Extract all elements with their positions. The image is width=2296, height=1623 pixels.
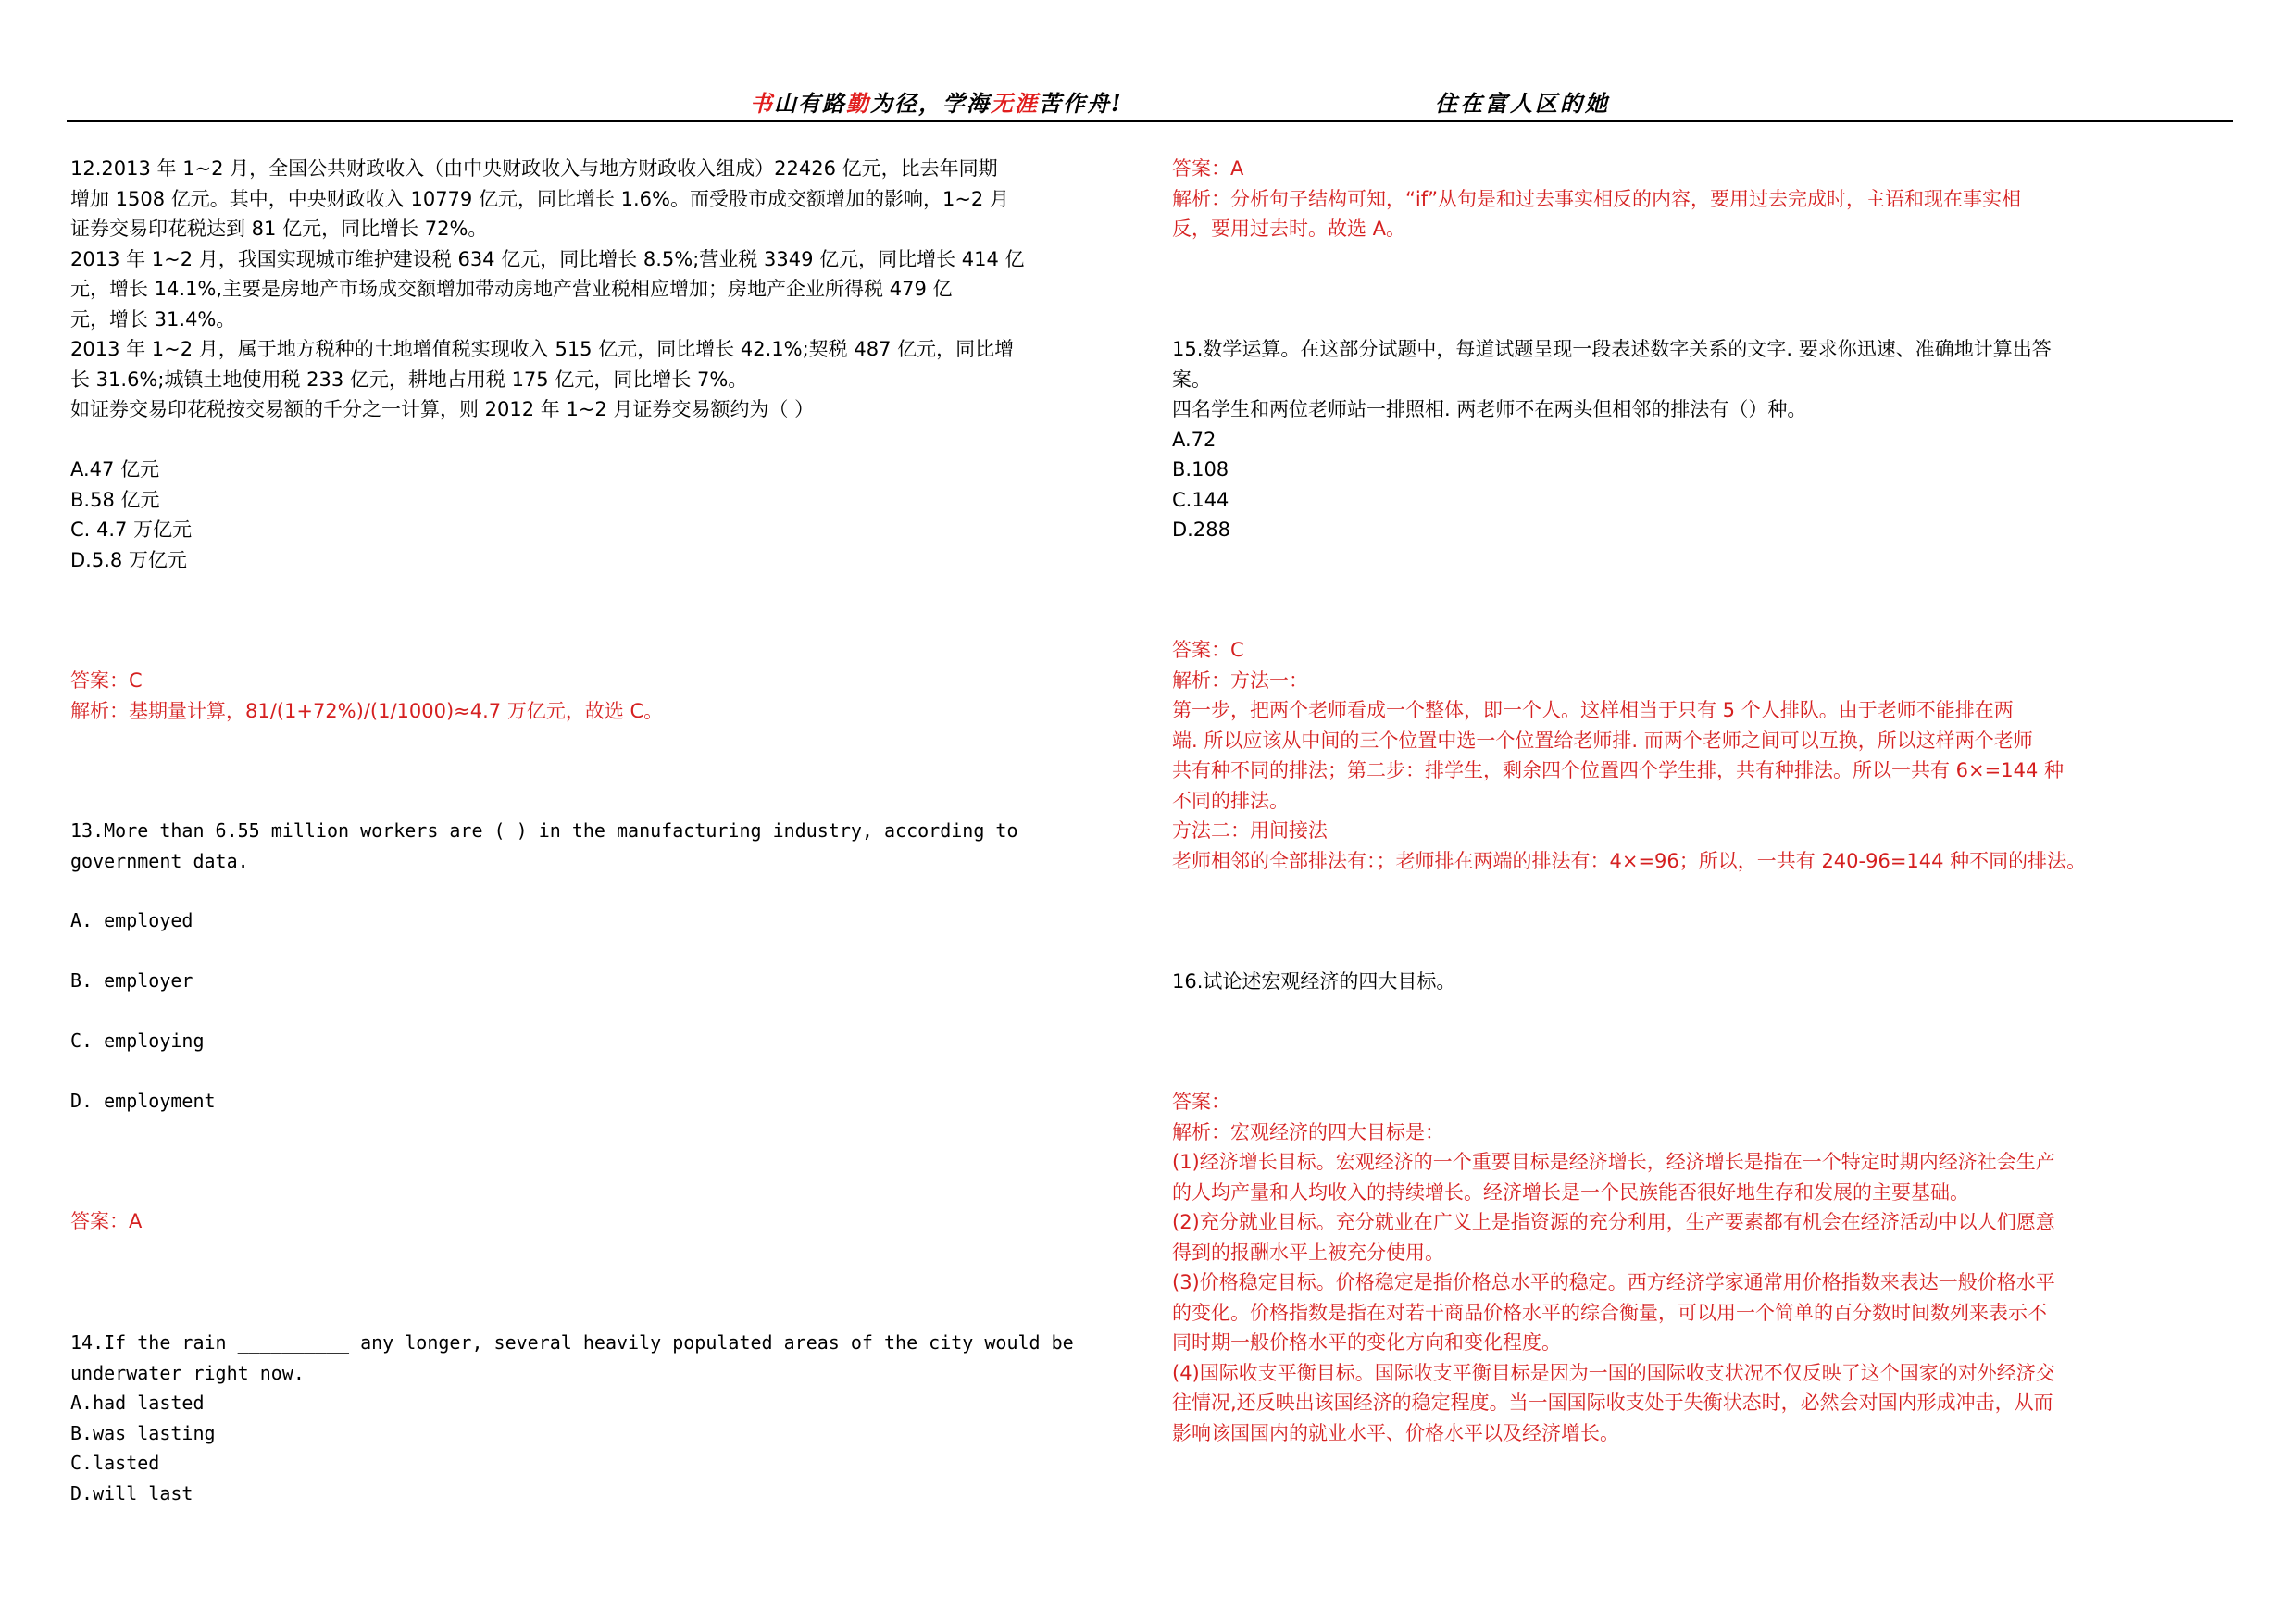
analysis-text: (2)充分就业目标。充分就业在广义上是指资源的充分利用，生产要素都有机会在经济活动中以人们愿意 [1172, 1211, 2055, 1233]
question-14 [70, 1328, 1135, 1508]
option-c: C. employing [70, 1030, 205, 1052]
question-stem-line: 12.2013 年 1~2 月，全国公共财政收入（由中央财政收入与地方财政收入组成）22426 亿元，比去年同期 [70, 157, 998, 180]
question-16 [1172, 967, 2237, 997]
question-13-option-c [70, 1026, 1135, 1056]
question-stem-line: 13.More than 6.55 million workers are ( ) in the manufacturing industry, according to [70, 819, 1018, 842]
analysis-text: 解析：宏观经济的四大目标是： [1172, 1120, 1444, 1143]
analysis-text: 影响该国国内的就业水平、价格水平以及经济增长。 [1172, 1421, 1619, 1444]
question-15 [1172, 334, 2237, 545]
analysis-text: (3)价格稳定目标。价格稳定是指价格总水平的稳定。西方经济学家通常用价格指数来表达一般价格水平 [1172, 1271, 2055, 1293]
question-16-answer [1172, 1087, 2237, 1448]
question-stem-line: government data. [70, 849, 249, 872]
option-b: B.58 亿元 [70, 488, 160, 511]
question-stem-line: 长 31.6%;城镇土地使用税 233 亿元，耕地占用税 175 亿元，同比增长 7%。 [70, 368, 748, 391]
analysis-text: 的人均产量和人均收入的持续增长。经济增长是一个民族能否很好地生存和发展的主要基础。 [1172, 1180, 1969, 1204]
motto-part: 为径，学海 [870, 90, 991, 117]
answer-label: 答案： [1172, 1091, 1230, 1113]
question-stem-line: 证券交易印花税达到 81 亿元，同比增长 72%。 [70, 218, 488, 240]
analysis-text: 端. 所以应该从中间的三个位置中选一个位置给老师排. 而两个老师之间可以互换，所以这样两个老师 [1172, 729, 2033, 752]
option-a: A.47 亿元 [70, 458, 160, 481]
analysis-text: 反，要用过去时。故选 A。 [1172, 218, 1406, 240]
analysis-text: 不同的排法。 [1172, 789, 1289, 812]
question-12 [70, 154, 1135, 425]
question-stem-line: underwater right now. [70, 1361, 305, 1384]
analysis-text: 第一步，把两个老师看成一个整体，即一个人。这样相当于只有 5 个人排队。由于老师不能排在两 [1172, 699, 2014, 721]
motto-part: 勤 [846, 90, 870, 117]
question-stem-line: 元，增长 31.4%。 [70, 307, 236, 331]
question-stem-line: 16.试论述宏观经济的四大目标。 [1172, 970, 1456, 993]
answer-label: 答案：A [70, 1210, 143, 1232]
motto-part: 无涯 [991, 90, 1039, 117]
option-c: C.144 [1172, 488, 1229, 511]
option-a: A.had lasted [70, 1392, 205, 1414]
option-a: A. employed [70, 909, 193, 931]
question-12-options [70, 455, 1135, 575]
question-stem-line: 元，增长 14.1%,主要是房地产市场成交额增加带动房地产营业税相应增加；房地产企业所得税 479 亿 [70, 278, 953, 300]
analysis-text: 往情况,还反映出该国经济的稳定程度。当一国国际收支处于失衡状态时，必然会对国内形成冲击，从而 [1172, 1392, 2053, 1414]
option-d: D.5.8 万亿元 [70, 548, 187, 571]
option-a: A.72 [1172, 428, 1217, 451]
header-motto [750, 85, 1123, 118]
question-stem-line: 15.数学运算。在这部分试题中，每道试题呈现一段表述数字关系的文字. 要求你迅速、准确地计算出答 [1172, 338, 2052, 360]
analysis-text: (1)经济增长目标。宏观经济的一个重要目标是经济增长，经济增长是指在一个特定时期内经济社会生产 [1172, 1151, 2055, 1173]
motto-part: 山有路 [774, 90, 846, 117]
question-13-options [70, 905, 1135, 936]
option-c: C. 4.7 万亿元 [70, 518, 193, 541]
question-13-answer [70, 1206, 1135, 1237]
question-13-option-b [70, 966, 1135, 996]
question-stem-line: 如证券交易印花税按交易额的千分之一计算，则 2012 年 1~2 月证券交易额约为（ ） [70, 398, 815, 420]
question-stem-line: 案。 [1172, 368, 1211, 391]
question-13-option-d [70, 1086, 1135, 1117]
analysis-text: 解析：基期量计算，81/(1+72%)/(1/1000)≈4.7 万亿元，故选 C。 [70, 699, 664, 722]
question-stem-line: 四名学生和两位老师站一排照相. 两老师不在两头但相邻的排法有（）种。 [1172, 398, 1807, 420]
answer-label: 答案：C [1172, 639, 1244, 661]
question-13 [70, 816, 1135, 876]
analysis-text: 解析：分析句子结构可知，“if”从句是和过去事实相反的内容，要用过去完成时，主语和现在事实相 [1172, 187, 2021, 210]
option-b: B.108 [1172, 458, 1229, 481]
analysis-text: 方法二：用间接法 [1172, 819, 1328, 842]
question-stem-line: 2013 年 1~2 月，我国实现城市维护建设税 634 亿元，同比增长 8.5%;营业税 3349 亿元，同比增长 414 亿 [70, 247, 1025, 270]
analysis-text: (4)国际收支平衡目标。国际收支平衡目标是因为一国的国际收支状况不仅反映了这个国家的对外经济交 [1172, 1361, 2055, 1384]
analysis-text: 老师相邻的全部排法有：；老师排在两端的排法有：4×=96；所以，一共有 240-96=144 种不同的排法。 [1172, 849, 2087, 872]
page-header [67, 85, 2233, 122]
option-b: B.was lasting [70, 1421, 216, 1444]
answer-label: 答案：A [1172, 157, 1244, 180]
option-c: C.lasted [70, 1452, 160, 1474]
analysis-text: 得到的报酬水平上被充分使用。 [1172, 1241, 1444, 1264]
analysis-text: 解析：方法一： [1172, 668, 1308, 692]
analysis-text: 的变化。价格指数是指在对若干商品价格水平的综合衡量，可以用一个简单的百分数时间数列来表示不 [1172, 1301, 2047, 1324]
question-stem-line: 2013 年 1~2 月，属于地方税种的土地增值税实现收入 515 亿元，同比增长 42.1%;契税 487 亿元，同比增 [70, 338, 1015, 360]
analysis-text: 共有种不同的排法；第二步：排学生，剩余四个位置四个学生排，共有种排法。所以一共有 6×=144 种 [1172, 759, 2064, 781]
question-stem-line: 增加 1508 亿元。其中，中央财政收入 10779 亿元，同比增长 1.6%。而受股市成交额增加的影响，1~2 月 [70, 187, 1009, 210]
option-d: D.288 [1172, 518, 1230, 541]
analysis-text: 同时期一般价格水平的变化方向和变化程度。 [1172, 1331, 1561, 1354]
header-slogan: 住在富人区的她 [1435, 90, 1610, 117]
question-stem-line: 14.If the rain __________ any longer, several heavily populated areas of the city would be [70, 1331, 1074, 1354]
motto-part: 书 [750, 90, 774, 117]
question-12-answer [70, 666, 1135, 726]
option-d: D. employment [70, 1090, 216, 1112]
motto-part: 苦作舟! [1039, 90, 1123, 117]
question-14-answer [1172, 154, 2237, 244]
answer-label: 答案：C [70, 669, 143, 692]
question-15-answer [1172, 635, 2237, 876]
option-b: B. employer [70, 969, 193, 992]
option-d: D.will last [70, 1481, 193, 1504]
